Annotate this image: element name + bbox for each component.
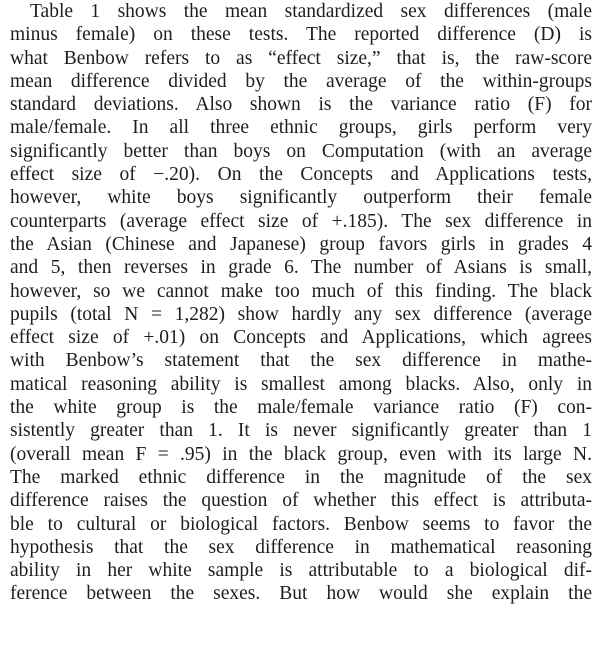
text-column bbox=[10, 0, 592, 606]
text-line: hypothesis that the sex difference in mathematical reasoning bbox=[10, 536, 592, 558]
text-line: the Asian (Chinese and Japanese) group favors girls in grades 4 bbox=[10, 233, 592, 255]
text-line: however, so we cannot make too much of this finding. The black bbox=[10, 280, 592, 302]
text-line: male/female. In all three ethnic groups, girls perform very bbox=[10, 117, 592, 139]
text-line: effect size of +.01) on Concepts and Applications, which agrees bbox=[10, 327, 592, 349]
text-line: matical reasoning ability is smallest among blacks. Also, only in bbox=[10, 373, 592, 395]
text-line: pupils (total N = 1,282) show hardly any sex difference (average bbox=[10, 303, 592, 325]
text-line: sistently greater than 1. It is never significantly greater than 1 bbox=[10, 420, 592, 442]
text-line: ability in her white sample is attributable to a biological dif- bbox=[10, 560, 592, 582]
text-line: minus female) on these tests. The reported difference (D) is bbox=[10, 24, 592, 46]
text-line: difference raises the question of whether this effect is attributa- bbox=[10, 490, 592, 512]
text-line: significantly better than boys on Computation (with an average bbox=[10, 140, 592, 162]
text-line: the white group is the male/female variance ratio (F) con- bbox=[10, 397, 592, 419]
text-line: ference between the sexes. But how would she explain the bbox=[10, 583, 592, 605]
text-line: mean difference divided by the average of the within-groups bbox=[10, 70, 592, 92]
text-line: (overall mean F = .95) in the black group, even with its large N. bbox=[10, 443, 592, 465]
text-line: ble to cultural or biological factors. Benbow seems to favor the bbox=[10, 513, 592, 535]
text-line: counterparts (average effect size of +.185). The sex difference in bbox=[10, 210, 592, 232]
text-line: and 5, then reverses in grade 6. The number of Asians is small, bbox=[10, 257, 592, 279]
text-line: effect size of −.20). On the Concepts and Applications tests, bbox=[10, 164, 592, 186]
text-line: what Benbow refers to as “effect size,” that is, the raw-score bbox=[10, 47, 592, 69]
text-line: The marked ethnic difference in the magnitude of the sex bbox=[10, 466, 592, 488]
text-line: Table 1 shows the mean standardized sex differences (male bbox=[30, 1, 592, 22]
text-line: however, white boys significantly outperform their female bbox=[10, 187, 592, 209]
text-line: standard deviations. Also shown is the variance ratio (F) for bbox=[10, 94, 592, 116]
text-line: with Benbow’s statement that the sex difference in mathe- bbox=[10, 350, 592, 372]
